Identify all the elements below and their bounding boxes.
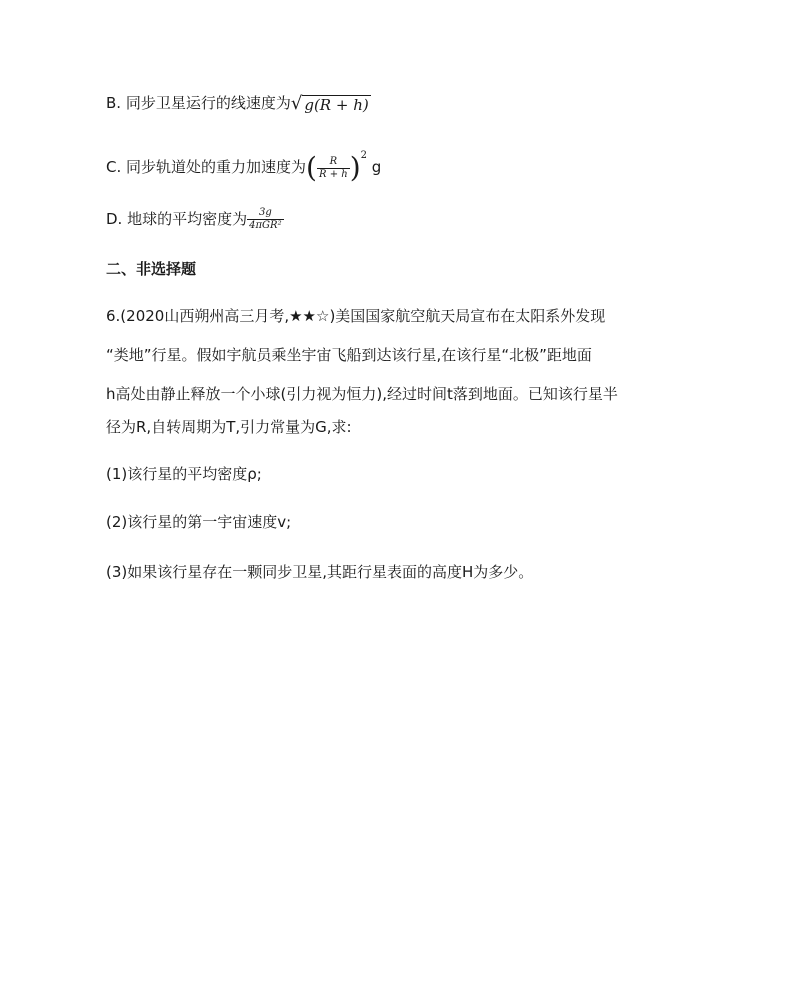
section-heading: 二、非选择题 (106, 260, 197, 278)
sqrt-formula: √ g(R + h) (290, 93, 369, 114)
question-line-1: 6.(2020山西朔州高三月考,★★☆)美国国家航空航天局宣布在太阳系外发现 (106, 307, 606, 325)
fraction-denominator: R + h (318, 168, 348, 180)
fraction-denominator: 4πGR² (249, 220, 282, 231)
fraction-numerator: R (329, 155, 338, 167)
gravity-formula: ( $\frac{R}{R + h}$ )$^2$ (306, 150, 368, 184)
option-d (106, 207, 284, 232)
option-d-label: D. (106, 210, 123, 228)
option-c (106, 146, 381, 182)
option-b-label: B. (106, 94, 122, 112)
option-b (106, 93, 371, 114)
question-line-4: 径为R,自转周期为T,引力常量为G,求: (106, 418, 352, 436)
sub-question-2: (2)该行星的第一宇宙速度v; (106, 513, 292, 531)
fraction-numerator: 3g (258, 207, 272, 218)
option-c-tail: g (371, 158, 382, 176)
option-c-label: C. (106, 158, 122, 176)
sub-question-1: (1)该行星的平均密度ρ; (106, 465, 262, 483)
exponent: 2 (360, 150, 368, 161)
option-d-text: 地球的平均密度为 (127, 210, 248, 228)
sub-question-3: (3)如果该行星存在一颗同步卫星,其距行星表面的高度H为多少。 (106, 563, 534, 581)
option-c-text: 同步轨道处的重力加速度为 (126, 158, 307, 176)
option-b-text: 同步卫星运行的线速度为 (125, 94, 291, 112)
density-formula (247, 207, 283, 232)
question-line-3: h高处由静止释放一个小球(引力视为恒力),经过时间t落到地面。已知该行星半 (106, 385, 618, 403)
question-line-2: “类地”行星。假如宇航员乘坐宇宙飞船到达该行星,在该行星“北极”距地面 (106, 346, 592, 364)
sqrt-body: g(R + h) (304, 95, 369, 114)
